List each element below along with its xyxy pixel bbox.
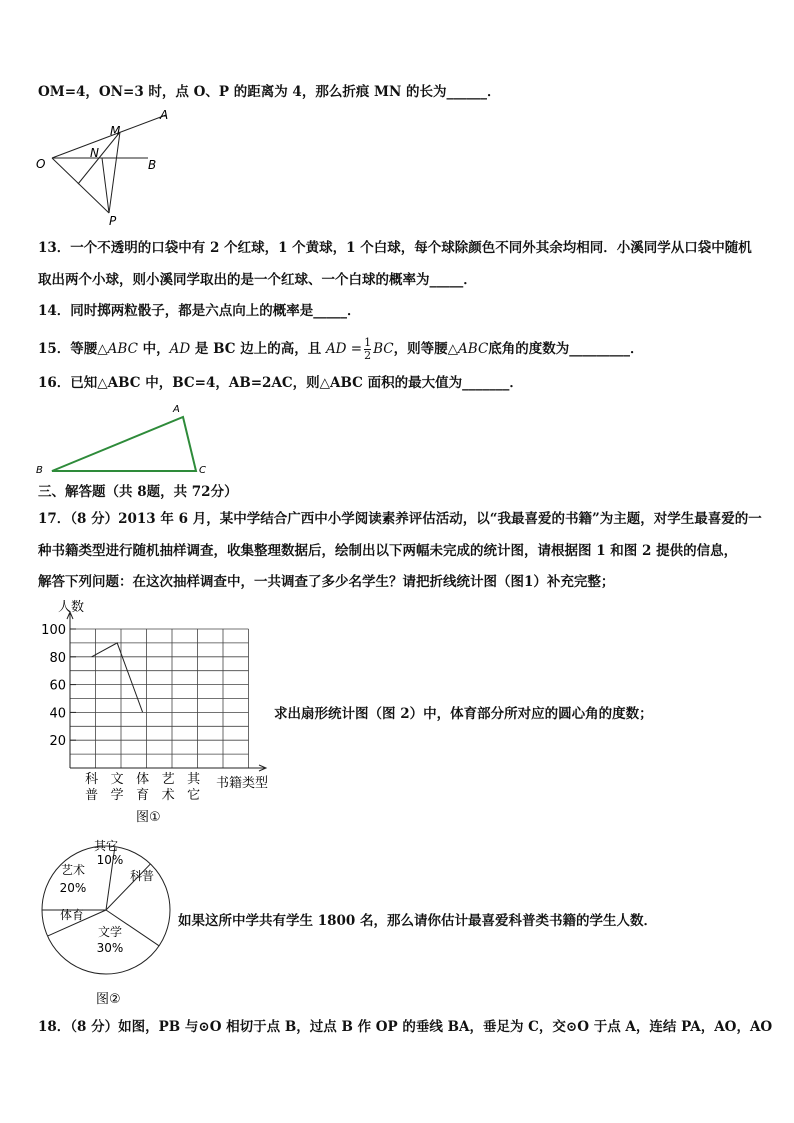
series-line — [92, 643, 143, 713]
pie-slice-label: 艺术 — [60, 863, 86, 877]
question-17-line1: 17．（8 分）2013 年 6 月，某中学结合广西中小学阅读素养评估活动，以“我最喜爱的书籍”为主题，对学生最喜爱的一 — [38, 511, 762, 527]
section-3-title: 三、解答题（共 8题，共 72分） — [38, 484, 238, 500]
q15-mid3: ，则等腰 — [393, 341, 448, 357]
pie-slice-label: 其它 — [93, 839, 119, 853]
x-tick-label: 术 — [161, 788, 175, 803]
label-b: B — [36, 465, 43, 476]
label-b: B — [148, 158, 157, 172]
x-tick-label: 其 — [187, 772, 201, 787]
chart-caption: 图① — [136, 810, 161, 825]
line-chart-fig1 — [36, 595, 281, 830]
segment-np — [102, 158, 109, 213]
chart-axes — [67, 612, 266, 771]
x-tick-label: 学 — [110, 788, 124, 803]
q15-end: 底角的度数为_________． — [488, 341, 644, 357]
text-line-om-on: OM=4，ON=3 时，点 O、P 的距离为 4，那么折痕 MN 的长为______． — [38, 84, 501, 100]
x-tick-label: 文 — [110, 772, 124, 787]
x-tick-label: 育 — [136, 788, 150, 803]
label-m: M — [110, 124, 121, 138]
y-tick-label: 20 — [49, 734, 66, 750]
question-13-line2: 取出两个小球，则小溪同学取出的是一个红球、一个白球的概率为_____． — [38, 272, 477, 288]
x-tick-label: 体 — [136, 772, 150, 787]
triangle-abc — [52, 417, 196, 471]
question-17-part3: 如果这所中学共有学生 1800 名，那么请你估计最喜爱科普类书籍的学生人数． — [178, 913, 657, 929]
q15-fraction — [364, 337, 371, 362]
pie-slice-label: 文学 — [97, 925, 123, 939]
pie-slice-label: 科普 — [129, 869, 155, 883]
question-15 — [38, 337, 644, 362]
ray-oa — [52, 115, 166, 158]
y-tick-label: 80 — [49, 650, 66, 666]
x-axis-label: 书籍类型 — [216, 776, 269, 791]
label-n: N — [90, 146, 99, 160]
segment-op — [52, 158, 109, 213]
question-17-line3: 解答下列问题：在这次抽样调查中，一共调查了多少名学生？请把折线统计图（图1）补充完整； — [38, 574, 615, 590]
q15-ad: AD — [169, 341, 191, 357]
q15-frac-den: 2 — [364, 349, 372, 362]
figure-fold-mn — [30, 105, 190, 230]
q15-mid2: 是 BC 边上的高，且 — [190, 341, 326, 357]
question-13-line1: 13．一个不透明的口袋中有 2 个红球，1 个黄球，1 个白球，每个球除颜色不同外其余均相同．小溪同学从口袋中随机 — [38, 240, 752, 256]
pie-slice-percent: 30% — [96, 941, 124, 955]
q15-prefix: 15．等腰 — [38, 341, 98, 357]
question-18: 18．（8 分）如图，PB 与⊙O 相切于点 B，过点 B 作 OP 的垂线 BA，垂足为 C，交⊙O 于点 A，连结 PA，AO，AO — [38, 1019, 773, 1035]
y-tick-label: 40 — [49, 706, 66, 722]
chart-grid — [70, 629, 249, 768]
q15-triangle-1: △ABC — [97, 341, 138, 357]
q15-eq-right: BC — [373, 341, 394, 357]
label-c: C — [199, 465, 206, 476]
x-tick-label: 它 — [187, 788, 201, 803]
pie-slice-label: 体育 — [59, 908, 85, 922]
pie-caption: 图② — [96, 992, 121, 1007]
label-p: P — [109, 214, 117, 228]
x-tick-label: 普 — [85, 788, 99, 803]
question-16: 16．已知△ABC 中，BC=4，AB=2AC，则△ABC 面积的最大值为_______． — [38, 375, 523, 391]
label-a: A — [173, 404, 180, 415]
label-a: A — [160, 108, 169, 122]
q15-mid1: 中， — [137, 341, 170, 357]
x-tick-label: 艺 — [161, 772, 175, 787]
x-tick-labels — [85, 771, 201, 803]
question-17-line2: 种书籍类型进行随机抽样调查，收集整理数据后，绘制出以下两幅未完成的统计图，请根据图 1 和图 2 提供的信息， — [38, 543, 738, 559]
y-tick-label: 100 — [41, 623, 66, 638]
q15-eq-left: AD = — [325, 341, 363, 357]
pie-chart-fig2 — [36, 830, 186, 1010]
label-o: O — [36, 157, 46, 171]
question-17-part2: 求出扇形统计图（图 2）中，体育部分所对应的圆心角的度数； — [274, 706, 653, 722]
figure-triangle-abc — [30, 400, 220, 478]
y-axis-label: 人数 — [58, 600, 85, 615]
question-14: 14．同时掷两粒骰子，都是六点向上的概率是_____． — [38, 303, 361, 319]
pie-slice-percent: 20% — [59, 881, 87, 895]
q15-triangle-2: △ABC — [447, 341, 489, 357]
y-tick-labels — [41, 623, 76, 749]
x-tick-label: 科 — [85, 772, 99, 787]
y-tick-label: 60 — [49, 678, 66, 694]
pie-slice-percent: 10% — [96, 853, 124, 867]
q15-frac-num: 1 — [364, 336, 372, 349]
